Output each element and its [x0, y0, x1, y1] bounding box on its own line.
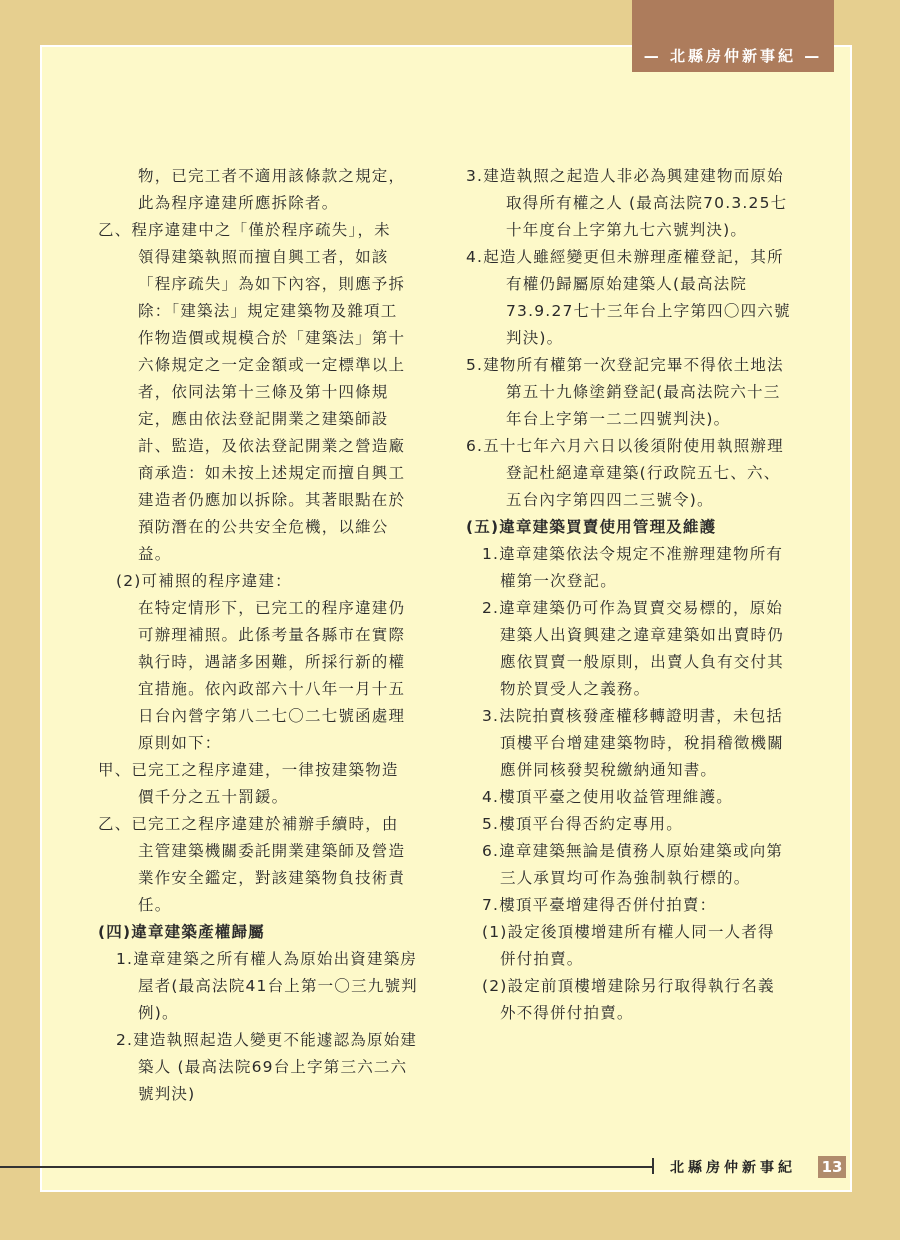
- section-heading: (四)違章建築產權歸屬: [98, 923, 265, 941]
- text-line: 3.建造執照之起造人非必為興建建物而原始: [466, 167, 784, 185]
- text-line: 1.違章建築依法令規定不准辦理建物所有: [482, 545, 784, 563]
- text-line: (2)設定前頂樓增建除另行取得執行名義: [482, 977, 775, 995]
- text-line: 甲、已完工之程序違建，一律按建築物造: [98, 761, 399, 779]
- footer-title: 北縣房仲新事紀: [670, 1160, 796, 1176]
- text-line: 三人承買均可作為強制執行標的。: [500, 869, 751, 887]
- text-line: 應依買賣一般原則，出賣人負有交付其: [500, 653, 784, 671]
- text-line: 權第一次登記。: [500, 572, 617, 590]
- text-line: 建築人出資興建之違章建築如出賣時仍: [500, 626, 784, 644]
- text-line: 築人 (最高法院69台上字第三六二六: [138, 1058, 408, 1076]
- text-line: 商承造：如未按上述規定而擅自興工: [138, 464, 406, 482]
- footer-rule: [0, 1166, 652, 1168]
- text-line: 五台內字第四四二三號令)。: [506, 491, 714, 509]
- text-line: 2.建造執照起造人變更不能遽認為原始建: [116, 1031, 418, 1049]
- text-line: 執行時，遇諸多困難，所採行新的權: [138, 653, 406, 671]
- text-line: 宜措施。依內政部六十八年一月十五: [138, 680, 406, 698]
- text-line: 在特定情形下，已完工的程序違建仍: [138, 599, 406, 617]
- text-line: 定，應由依法登記開業之建築師設: [138, 410, 389, 428]
- text-line: 益。: [138, 545, 172, 563]
- text-line: 領得建築執照而擅自興工者，如該: [138, 248, 389, 266]
- text-line: 2.違章建築仍可作為買賣交易標的，原始: [482, 599, 784, 617]
- text-line: 建造者仍應加以拆除。其著眼點在於: [138, 491, 406, 509]
- text-line: 預防潛在的公共安全危機，以維公: [138, 518, 389, 536]
- text-line: 除：「建築法」規定建築物及雜項工: [138, 302, 398, 320]
- text-line: 有權仍歸屬原始建築人(最高法院: [506, 275, 748, 293]
- text-line: 價千分之五十罰鍰。: [138, 788, 289, 806]
- text-line: 6.違章建築無論是債務人原始建築或向第: [482, 842, 784, 860]
- text-line: 5.樓頂平台得否約定專用。: [482, 815, 683, 833]
- footer-tick: [652, 1158, 654, 1174]
- text-line: 任。: [138, 896, 172, 914]
- text-line: 者，依同法第十三條及第十四條規: [138, 383, 389, 401]
- text-line: 5.建物所有權第一次登記完畢不得依土地法: [466, 356, 784, 374]
- text-line: 此為程序違建所應拆除者。: [138, 194, 339, 212]
- text-line: 73.9.27七十三年台上字第四〇四六號: [506, 302, 791, 320]
- text-line: 主管建築機關委託開業建築師及營造: [138, 842, 406, 860]
- text-line: 6.五十七年六月六日以後須附使用執照辦理: [466, 437, 784, 455]
- header-title: — 北縣房仲新事紀 —: [643, 47, 823, 65]
- text-line: 判決)。: [506, 329, 564, 347]
- text-line: 號判決): [138, 1085, 196, 1103]
- text-line: 日台內營字第八二七〇二七號函處理: [138, 707, 406, 725]
- text-line: 頂樓平台增建建築物時，稅捐稽徵機關: [500, 734, 784, 752]
- text-line: 外不得併付拍賣。: [500, 1004, 634, 1022]
- text-line: 併付拍賣。: [500, 950, 584, 968]
- text-line: 第五十九條塗銷登記(最高法院六十三: [506, 383, 781, 401]
- text-line: 物於買受人之義務。: [500, 680, 651, 698]
- text-line: 原則如下：: [138, 734, 222, 752]
- text-line: 可辦理補照。此係考量各縣市在實際: [138, 626, 406, 644]
- page-number: 13: [818, 1156, 846, 1178]
- text-line: 十年度台上字第九七六號判決)。: [506, 221, 748, 239]
- text-line: 業作安全鑑定，對該建築物負技術責: [138, 869, 406, 887]
- text-line: 六條規定之一定金額或一定標準以上: [138, 356, 406, 374]
- text-line: 作物造價或規模合於「建築法」第十: [138, 329, 406, 347]
- text-line: 物，已完工者不適用該條款之規定，: [138, 167, 406, 185]
- text-line: 乙、程序違建中之「僅於程序疏失」，未: [98, 221, 391, 239]
- text-line: 3.法院拍賣核發產權移轉證明書，未包括: [482, 707, 784, 725]
- text-line: 年台上字第一二二四號判決)。: [506, 410, 731, 428]
- text-line: 「程序疏失」為如下內容，則應予拆: [138, 275, 406, 293]
- text-line: 屋者(最高法院41台上第一〇三九號判: [138, 977, 418, 995]
- text-line: 計、監造，及依法登記開業之營造廠: [138, 437, 406, 455]
- text-line: 4.樓頂平臺之使用收益管理維護。: [482, 788, 733, 806]
- text-line: (2)可補照的程序違建：: [116, 572, 292, 590]
- header-tab: [632, 0, 834, 72]
- text-line: 例)。: [138, 1004, 179, 1022]
- text-line: 4.起造人雖經變更但未辦理產權登記，其所: [466, 248, 784, 266]
- text-line: (1)設定後頂樓增建所有權人同一人者得: [482, 923, 775, 941]
- section-heading: (五)違章建築買賣使用管理及維護: [466, 518, 717, 536]
- text-line: 乙、已完工之程序違建於補辦手續時，由: [98, 815, 399, 833]
- text-line: 登記杜絕違章建築(行政院五七、六、: [506, 464, 781, 482]
- text-line: 應併同核發契稅繳納通知書。: [500, 761, 718, 779]
- text-line: 1.違章建築之所有權人為原始出資建築房: [116, 950, 418, 968]
- text-line: 7.樓頂平臺增建得否併付拍賣：: [482, 896, 717, 914]
- text-line: 取得所有權之人 (最高法院70.3.25七: [506, 194, 788, 212]
